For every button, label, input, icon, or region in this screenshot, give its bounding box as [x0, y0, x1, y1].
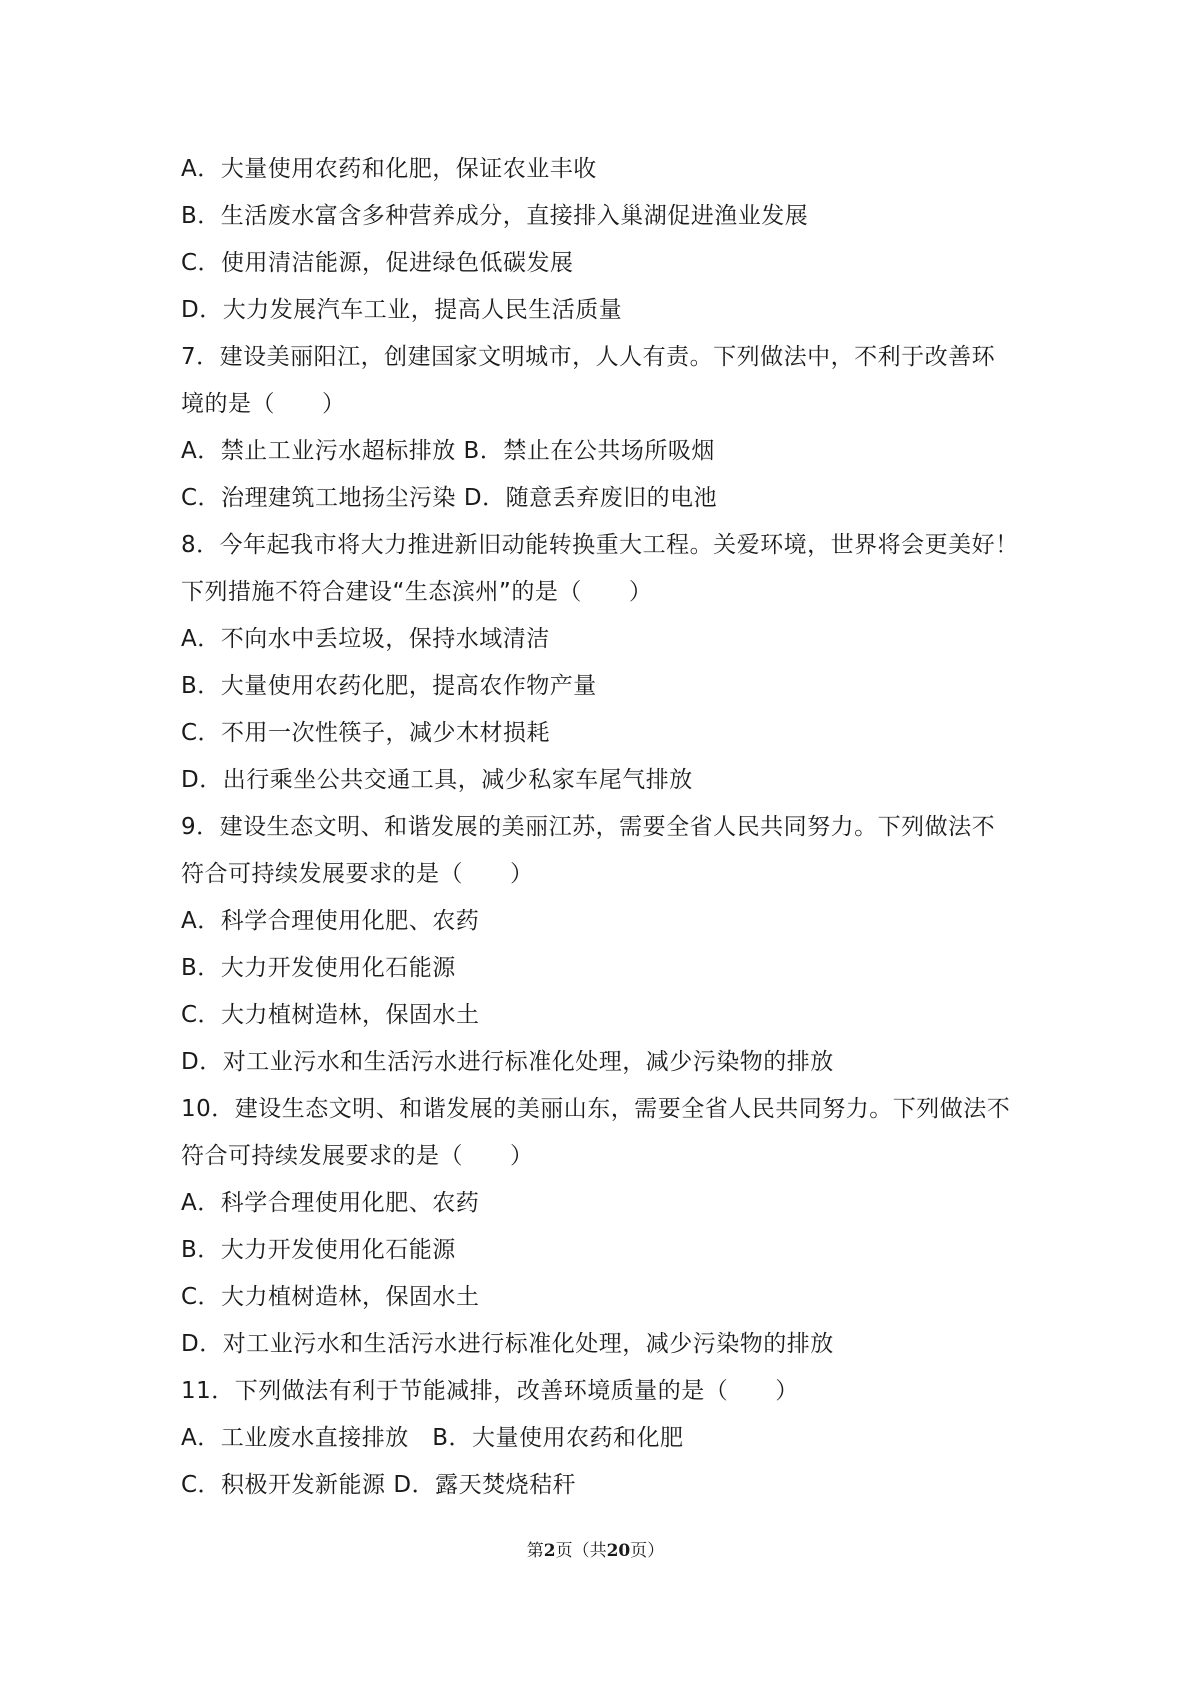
option-line: D．出行乘坐公共交通工具，减少私家车尾气排放	[181, 767, 693, 793]
option-line: C．积极开发新能源 D．露天焚烧秸秆	[181, 1472, 577, 1498]
question-stem-line: 11．下列做法有利于节能减排，改善环境质量的是（ ）	[181, 1378, 799, 1404]
option-line: A．科学合理使用化肥、农药	[181, 1190, 480, 1216]
page-footer	[0, 1536, 1191, 1561]
question-stem-line: 10．建设生态文明、和谐发展的美丽山东，需要全省人民共同努力。下列做法不	[181, 1096, 1011, 1122]
option-line: D．大力发展汽车工业，提高人民生活质量	[181, 297, 623, 323]
option-line: B．生活废水富含多种营养成分，直接排入巢湖促进渔业发展	[181, 203, 809, 229]
question-stem-line: 8．今年起我市将大力推进新旧动能转换重大工程。关爱环境，世界将会更美好！	[181, 532, 1019, 558]
footer-middle: 页（共	[555, 1541, 607, 1561]
question-stem-line: 符合可持续发展要求的是（ ）	[181, 1143, 534, 1169]
option-line: A．科学合理使用化肥、农药	[181, 908, 480, 934]
footer-suffix: 页）	[630, 1541, 665, 1561]
option-line: A．大量使用农药和化肥，保证农业丰收	[181, 156, 597, 182]
question-stem-line: 9．建设生态文明、和谐发展的美丽江苏，需要全省人民共同努力。下列做法不	[181, 814, 996, 840]
option-line: B．大量使用农药化肥，提高农作物产量	[181, 673, 597, 699]
option-line: C．治理建筑工地扬尘污染 D．随意丢弃废旧的电池	[181, 485, 718, 511]
option-line: A．不向水中丢垃圾，保持水域清洁	[181, 626, 550, 652]
option-line: C．大力植树造林，保固水土	[181, 1002, 480, 1028]
option-line: A．禁止工业污水超标排放 B．禁止在公共场所吸烟	[181, 438, 715, 464]
footer-total-pages: 20	[606, 1541, 631, 1561]
option-line: C．大力植树造林，保固水土	[181, 1284, 480, 1310]
option-line: A．工业废水直接排放 B．大量使用农药和化肥	[181, 1425, 684, 1451]
question-stem-line: 境的是（ ）	[181, 391, 346, 417]
option-line: D．对工业污水和生活污水进行标准化处理，减少污染物的排放	[181, 1331, 834, 1357]
question-stem-line: 7．建设美丽阳江，创建国家文明城市，人人有责。下列做法中，不利于改善环	[181, 344, 996, 370]
option-line: D．对工业污水和生活污水进行标准化处理，减少污染物的排放	[181, 1049, 834, 1075]
question-content	[181, 146, 1021, 1509]
option-line: C．使用清洁能源，促进绿色低碳发展	[181, 250, 574, 276]
option-line: C．不用一次性筷子，减少木材损耗	[181, 720, 551, 746]
question-stem-line: 符合可持续发展要求的是（ ）	[181, 861, 534, 887]
footer-prefix: 第	[526, 1541, 544, 1561]
option-line: B．大力开发使用化石能源	[181, 955, 456, 981]
footer-page-number: 2	[543, 1541, 556, 1561]
question-stem-line: 下列措施不符合建设“生态滨州”的是（ ）	[181, 579, 653, 605]
option-line: B．大力开发使用化石能源	[181, 1237, 456, 1263]
